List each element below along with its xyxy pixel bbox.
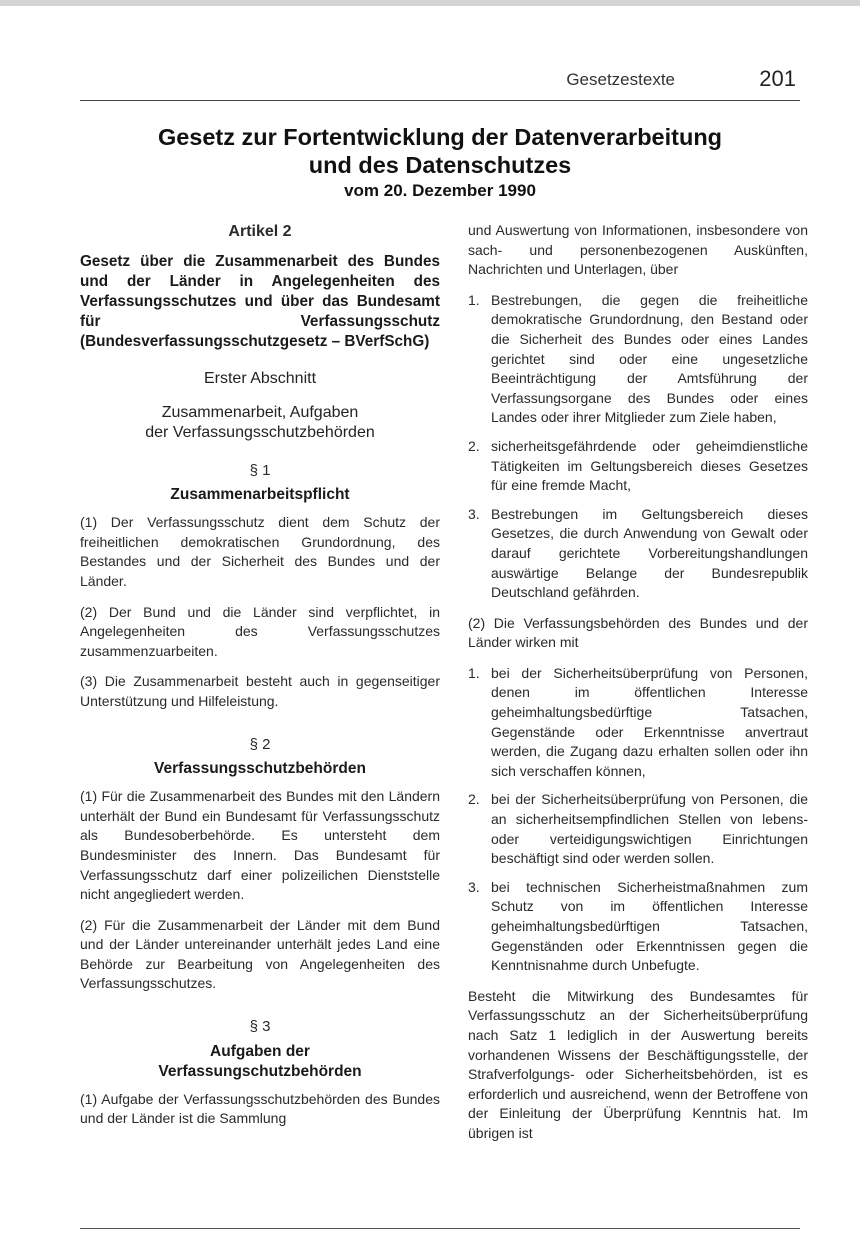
section-1-paragraph-1: (1) Der Verfassungsschutz dient dem Schutz der freiheitlichen demokratischen Grundordnung, des Bestandes und der Sicherheit des Bundes und der Länder. bbox=[80, 514, 440, 589]
right-column bbox=[468, 221, 808, 1155]
abschnitt-title-line-2: der Verfassungsschutzbehörden bbox=[145, 423, 375, 441]
left-column bbox=[80, 221, 440, 1140]
title-line-2: und des Datenschutzes bbox=[308, 152, 572, 178]
list-item-number: 2. bbox=[468, 437, 480, 454]
list-item bbox=[468, 664, 808, 782]
header-section-title: Gesetzestexte bbox=[566, 70, 675, 89]
list-item-text: Bestrebungen, die gegen die freiheitliche demokratische Grundordnung, den Bestand oder die Sicherheit des Bundes oder eines Landes gerichtet sind oder eine ungesetzliche Beeinträchtigung der Amtsführung der Verfassungsorgane des Bundes oder eines Landes oder ihrer Mitglieder zum Ziele haben, bbox=[491, 291, 808, 426]
list-item bbox=[468, 878, 808, 976]
list-item-number: 3. bbox=[468, 878, 480, 895]
footer-rule bbox=[80, 1228, 800, 1229]
task-list bbox=[468, 291, 808, 603]
section-2-title: Verfassungsschutzbehörden bbox=[154, 760, 366, 778]
list-item-number: 3. bbox=[468, 505, 480, 522]
abschnitt-title-line-1: Zusammenarbeit, Aufgaben bbox=[161, 403, 359, 421]
artikel-heading: Artikel 2 bbox=[228, 223, 292, 240]
title-date: vom 20. Dezember 1990 bbox=[344, 181, 536, 200]
list-item bbox=[468, 437, 808, 496]
list-item-text: bei der Sicherheitsüberprüfung von Personen, die an sicherheitsempfindlichen Stellen von lebens- oder verteidigungswichtigen Einrichtungen beschäftigt sind oder werden sollen. bbox=[491, 791, 808, 867]
section-1-paragraph-2: (2) Der Bund und die Länder sind verpflichtet, in Angelegenheiten des Verfassungsschutzes zusammenzuarbeiten. bbox=[80, 603, 440, 659]
page-number: 201 bbox=[759, 66, 796, 91]
list-item-text: bei der Sicherheitsüberprüfung von Personen, denen im öffentlichen Interesse geheimhaltungsbedürftige Tatsachen, Gegenstände oder Erkenntnisse anvertraut werden, die Zugang dazu erhalten sollen oder ihn sich verschaffen können, bbox=[491, 664, 808, 779]
list-item-number: 2. bbox=[468, 791, 480, 808]
section-3-paragraph-1: (1) Aufgabe der Verfassungsschutzbehörden des Bundes und der Länder ist die Sammlung bbox=[80, 1090, 440, 1127]
section-3-continuation: und Auswertung von Informationen, insbesondere von sach- und personenbezogenen Auskünften, Nachrichten und Unterlagen, über bbox=[468, 222, 808, 278]
section-2-number: § 2 bbox=[249, 735, 271, 753]
document-title bbox=[80, 123, 800, 203]
list-item bbox=[468, 790, 808, 868]
section-3-paragraph-2: (2) Die Verfassungsbehörden des Bundes und der Länder wirken mit bbox=[468, 614, 808, 651]
cooperation-list bbox=[468, 664, 808, 976]
abschnitt-heading bbox=[80, 369, 440, 443]
section-2-paragraph-2: (2) Für die Zusammenarbeit der Länder mit dem Bund und der Länder untereinander unterhält jedes Land eine Behörde zur Bearbeitung von Angelegenheiten des Verfassungsschutzes. bbox=[80, 916, 440, 992]
running-header bbox=[80, 66, 800, 101]
section-2-paragraph-1: (1) Für die Zusammenarbeit des Bundes mit den Ländern unterhält der Bund ein Bundesamt für Verfassungsschutz als Bundesoberbehörde. Es untersteht dem Bundesminister des Innern. Das Bundesamt für Verfassungsschutz darf einer polizeilichen Dienststelle nicht angegliedert werden. bbox=[80, 788, 440, 903]
section-1-paragraph-3: (3) Die Zusammenarbeit besteht auch in gegenseitiger Unterstützung und Hilfeleistung. bbox=[80, 673, 440, 709]
abschnitt-label: Erster Abschnitt bbox=[203, 369, 317, 387]
list-item-text: bei technischen Sicherheistmaßnahmen zum Schutz von im öffentlichen Interesse geheimhaltungsbedürftigen Tatsachen, Gegenständen oder Erkenntnissen gegen die Kenntnisnahme durch Unbefugte. bbox=[491, 878, 808, 974]
section-3-number: § 3 bbox=[249, 1018, 271, 1036]
section-1-title: Zusammenarbeitspflicht bbox=[170, 486, 350, 504]
section-3-title: Aufgaben der Verfassungschutzbehörden bbox=[158, 1042, 362, 1080]
artikel-title: Gesetz über die Zusammenarbeit des Bundes und der Länder in Angelegenheiten des Verfassungsschutzes und über das Bundesamt für Verfassungsschutz (Bundesverfassungsschutzgesetz – BVerfSchG) bbox=[80, 252, 440, 351]
closing-paragraph: Besteht die Mitwirkung des Bundesamtes für Verfassungsschutz an der Sicherheitsüberprüfung nach Satz 1 lediglich in der Auswertung bereits vorhandenen Wissens der Beschäftigungsstelle, der Strafverfolgungs- oder Sicherheitsbehörden, ist es erforderlich und ausreichend, wenn der Betroffene von der Einleitung der Überprüfung Kenntnis hat. Im übrigen ist bbox=[468, 987, 808, 1141]
list-item-text: Bestrebungen im Geltungsbereich dieses Gesetzes, die durch Anwendung von Gewalt oder darauf gerichtete Vorbereitungshandlungen auswärtige Belange der Bundesrepublik Deutschland gefährden. bbox=[491, 505, 808, 601]
list-item bbox=[468, 505, 808, 603]
list-item-number: 1. bbox=[468, 291, 480, 308]
section-1-number: § 1 bbox=[249, 461, 271, 479]
list-item bbox=[468, 291, 808, 428]
list-item-number: 1. bbox=[468, 664, 480, 681]
title-line-1: Gesetz zur Fortentwicklung der Datenverarbeitung bbox=[157, 124, 723, 150]
list-item-text: sicherheitsgefährdende oder geheimdienstliche Tätigkeiten im Geltungsbereich dieses Gesetzes für eine fremde Macht, bbox=[491, 437, 808, 494]
